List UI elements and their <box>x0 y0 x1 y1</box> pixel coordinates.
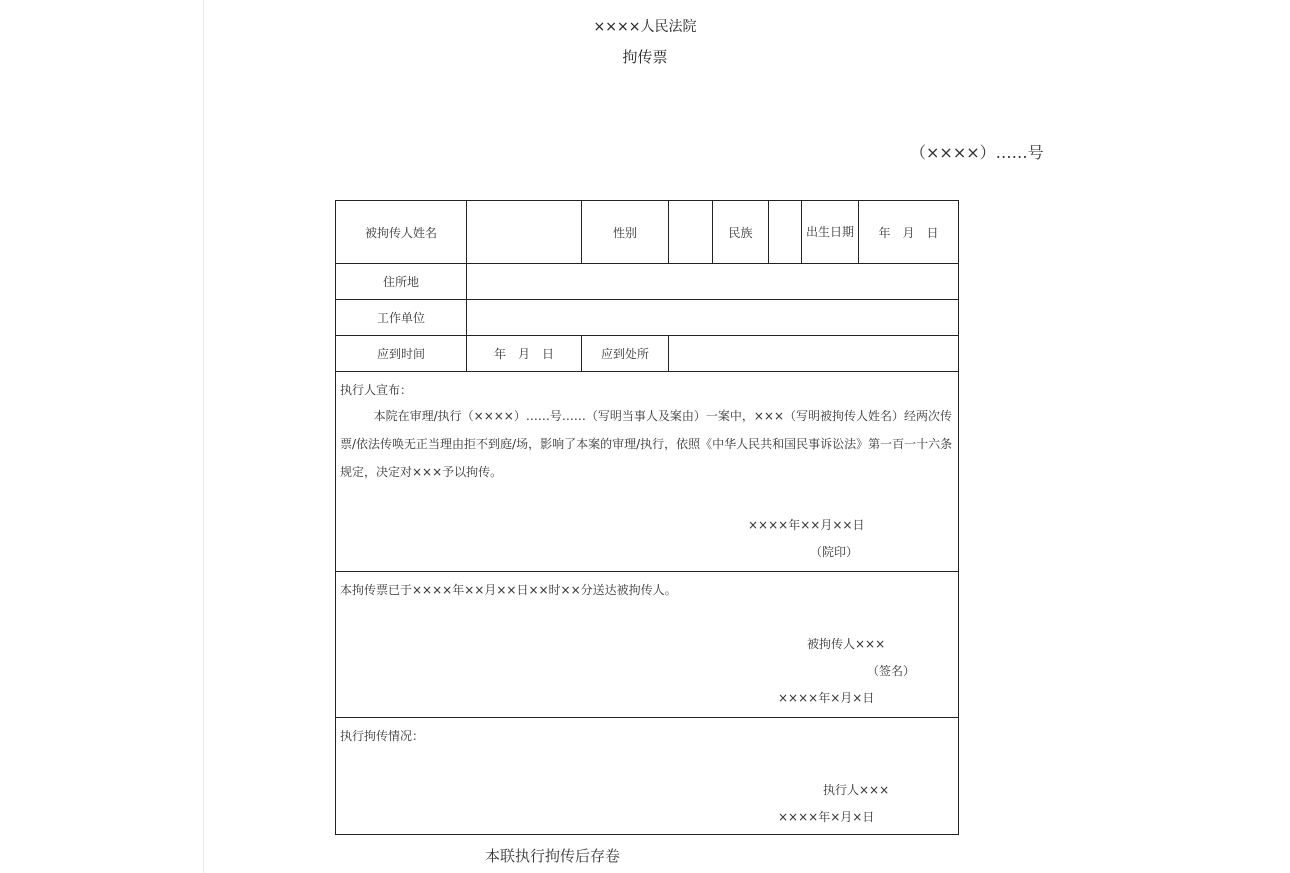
appearance-time-label: 应到时间 <box>336 336 467 372</box>
gender-value <box>669 201 713 264</box>
declaration-section <box>336 372 959 572</box>
service-date: ××××年×月×日 <box>778 691 875 705</box>
employer-label: 工作单位 <box>336 300 467 336</box>
service-section <box>336 572 959 718</box>
row-personal-info <box>336 201 959 264</box>
appearance-place-value <box>669 336 959 372</box>
signature-note: （签名） <box>867 664 916 678</box>
address-label: 住所地 <box>336 264 467 300</box>
gender-label: 性别 <box>582 201 669 264</box>
row-service <box>336 572 959 718</box>
execution-date: ××××年×月×日 <box>778 810 875 824</box>
declaration-body: 本院在审理/执行（××××）……号……（写明当事人及案由）一案中，×××（写明被拘传人姓名）经两次传票/依法传唤无正当理由拒不到庭/场，影响了本案的审理/执行，依照《中华人民共和国民事诉讼法》第一百一十六条规定，决定对×××予以拘传。 <box>340 409 953 479</box>
name-value <box>467 201 582 264</box>
row-declaration <box>336 372 959 572</box>
court-seal-note: （院印） <box>810 545 859 559</box>
row-execution <box>336 718 959 835</box>
row-appearance <box>336 336 959 372</box>
summons-form-table <box>335 200 959 835</box>
executor-name: 执行人××× <box>823 783 890 797</box>
declaration-date: ××××年××月××日 <box>748 518 865 532</box>
appearance-place-label: 应到处所 <box>582 336 669 372</box>
declaration-heading: 执行人宣布： <box>340 383 413 397</box>
appearance-time-value: 年 月 日 <box>467 336 582 372</box>
execution-section <box>336 718 959 835</box>
case-number: （××××）……号 <box>910 143 1044 162</box>
ethnicity-value <box>769 201 802 264</box>
execution-heading: 执行拘传情况： <box>340 729 425 743</box>
court-name: ××××人民法院 <box>593 19 697 35</box>
footer-note: 本联执行拘传后存卷 <box>485 847 621 865</box>
page-margin-line <box>203 0 204 873</box>
dob-value: 年 月 日 <box>859 201 959 264</box>
service-signer: 被拘传人××× <box>807 637 886 651</box>
name-label: 被拘传人姓名 <box>336 201 467 264</box>
address-value <box>467 264 959 300</box>
service-text: 本拘传票已于××××年××月××日××时××分送达被拘传人。 <box>340 583 677 597</box>
dob-label: 出生日期 <box>802 201 859 264</box>
ethnicity-label: 民族 <box>713 201 769 264</box>
document-title: 拘传票 <box>622 48 668 66</box>
row-address <box>336 264 959 300</box>
row-employer <box>336 300 959 336</box>
employer-value <box>467 300 959 336</box>
